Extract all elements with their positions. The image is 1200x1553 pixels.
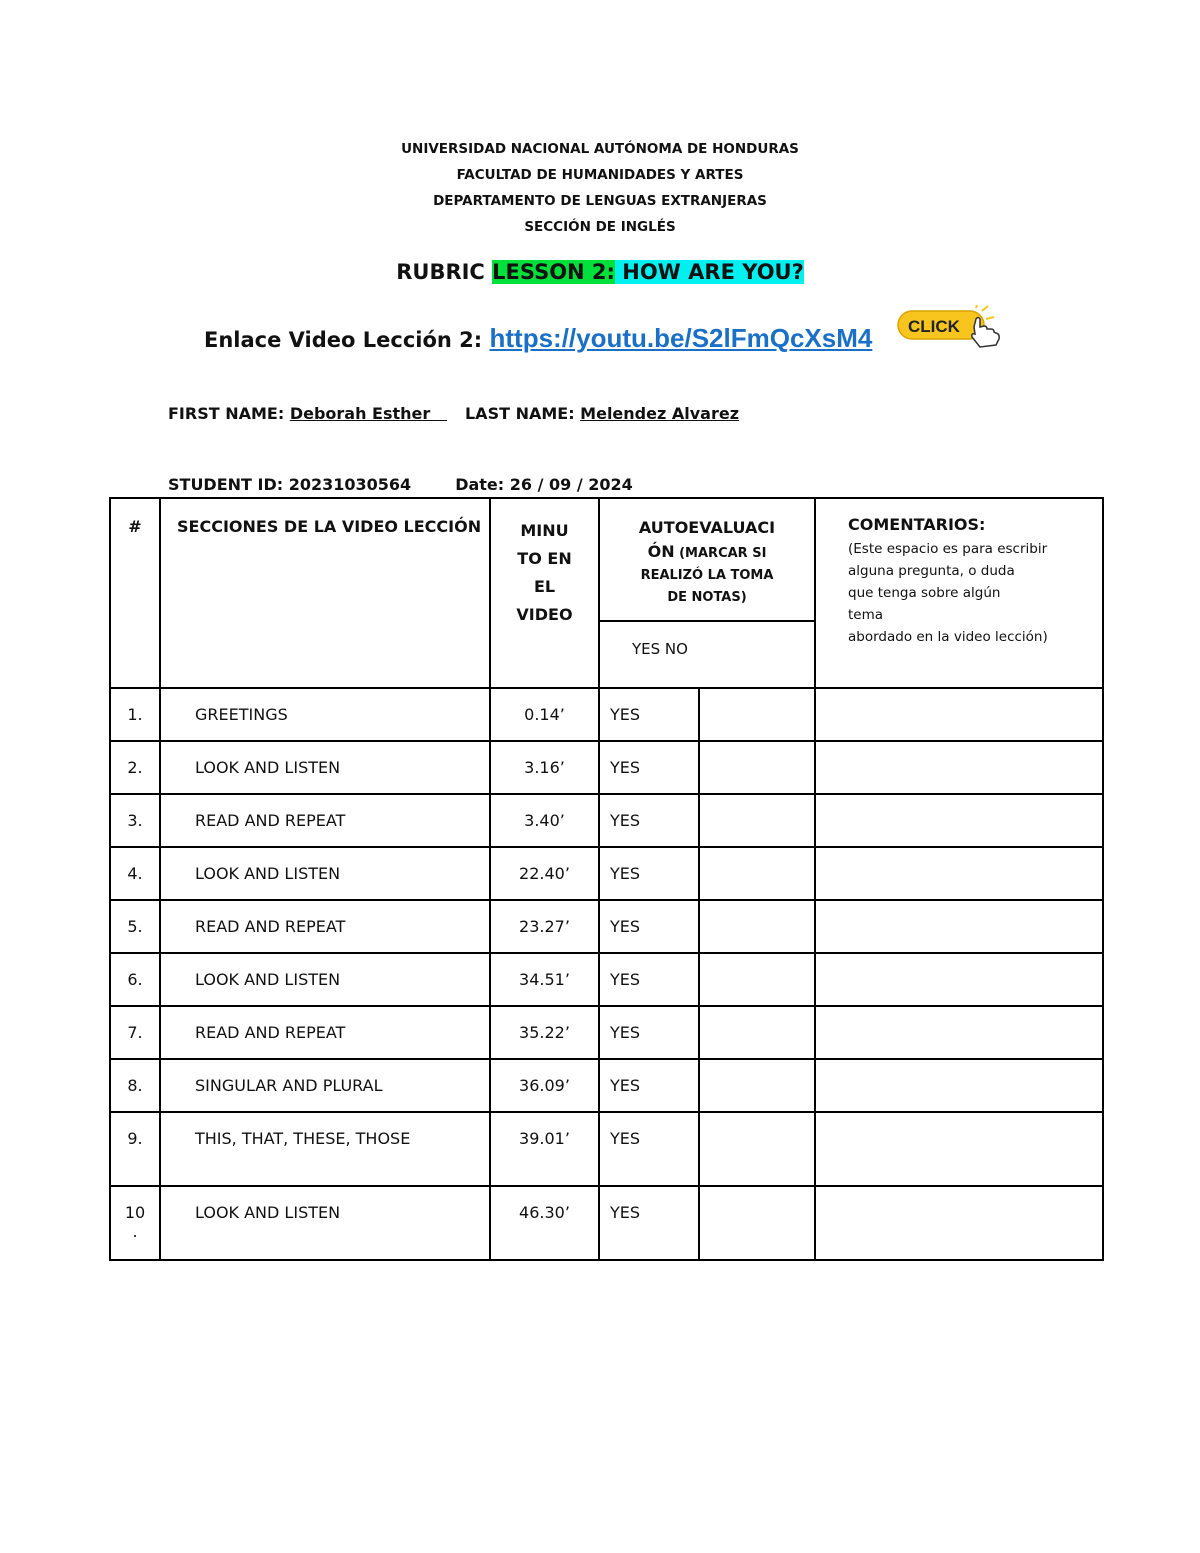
rubric-table xyxy=(109,497,1104,1261)
header-minute-line: TO EN xyxy=(517,549,572,568)
row-yes: YES xyxy=(599,1006,699,1059)
table-row xyxy=(110,900,1103,953)
header-yes-no: YES NO xyxy=(599,621,815,688)
row-yes: YES xyxy=(599,794,699,847)
university-name: UNIVERSIDAD NACIONAL AUTÓNOMA DE HONDURAS xyxy=(401,141,799,157)
row-minute: 23.27’ xyxy=(490,900,599,953)
id-line xyxy=(168,475,633,494)
row-comment[interactable] xyxy=(815,900,1103,953)
row-section: THIS, THAT, THESE, THOSE xyxy=(160,1112,490,1186)
table-row xyxy=(110,794,1103,847)
first-name-value: Deborah Esther xyxy=(289,404,447,423)
table-row xyxy=(110,953,1103,1006)
row-section: READ AND REPEAT xyxy=(160,900,490,953)
header-comments-note: que tenga sobre algún xyxy=(848,585,1001,601)
row-yes: YES xyxy=(599,847,699,900)
header-self-eval-line: AUTOEVALUACI xyxy=(638,518,776,537)
header-sections: SECCIONES DE LA VIDEO LECCIÓN xyxy=(160,498,490,688)
row-minute: 22.40’ xyxy=(490,847,599,900)
header-comments-note: abordado en la video lección) xyxy=(848,629,1048,645)
row-minute: 35.22’ xyxy=(490,1006,599,1059)
click-badge-text: CLICK xyxy=(908,317,960,336)
header-comments-note: alguna pregunta, o duda xyxy=(848,563,1015,579)
last-name-label: LAST NAME: xyxy=(464,404,581,423)
row-minute: 3.40’ xyxy=(490,794,599,847)
row-yes: YES xyxy=(599,688,699,741)
date-value: 26 / 09 / 2024 xyxy=(509,475,633,494)
row-comment[interactable] xyxy=(815,741,1103,794)
row-no[interactable] xyxy=(699,741,815,794)
header-self-eval-line: ÓN xyxy=(647,542,675,561)
header-self-evaluation xyxy=(599,498,815,621)
video-link[interactable]: https://youtu.be/S2lFmQcXsM4 xyxy=(489,323,873,353)
row-section: LOOK AND LISTEN xyxy=(160,1186,490,1260)
row-section: SINGULAR AND PLURAL xyxy=(160,1059,490,1112)
header-minute-line: MINU xyxy=(520,521,569,540)
header-minute xyxy=(490,498,599,688)
header-minute-line: EL xyxy=(533,577,556,596)
row-no[interactable] xyxy=(699,1059,815,1112)
student-id-label: STUDENT ID: xyxy=(168,475,289,494)
row-yes: YES xyxy=(599,953,699,1006)
header-comments xyxy=(815,498,1103,688)
row-number: 9. xyxy=(110,1112,160,1186)
header-comments-title: COMENTARIOS: xyxy=(848,515,986,534)
row-minute: 46.30’ xyxy=(490,1186,599,1260)
row-yes: YES xyxy=(599,1186,699,1260)
row-number: 3. xyxy=(110,794,160,847)
row-yes: YES xyxy=(599,1059,699,1112)
first-name-label: FIRST NAME: xyxy=(168,404,290,423)
row-section: GREETINGS xyxy=(160,688,490,741)
row-no[interactable] xyxy=(699,688,815,741)
row-number: 7. xyxy=(110,1006,160,1059)
row-no[interactable] xyxy=(699,953,815,1006)
row-no[interactable] xyxy=(699,794,815,847)
row-yes: YES xyxy=(599,1112,699,1186)
row-yes: YES xyxy=(599,741,699,794)
row-yes: YES xyxy=(599,900,699,953)
row-number: 1. xyxy=(110,688,160,741)
row-no[interactable] xyxy=(699,1186,815,1260)
table-row xyxy=(110,1059,1103,1112)
student-id-value: 20231030564 xyxy=(288,475,412,494)
header-minute-line: VIDEO xyxy=(516,605,573,624)
table-row xyxy=(110,1112,1103,1186)
row-number: 6. xyxy=(110,953,160,1006)
row-section: LOOK AND LISTEN xyxy=(160,847,490,900)
department-name: DEPARTAMENTO DE LENGUAS EXTRANJERAS xyxy=(433,193,767,209)
header-comments-note: (Este espacio es para escribir xyxy=(848,541,1048,557)
rubric-word: RUBRIC xyxy=(396,260,493,284)
row-section: LOOK AND LISTEN xyxy=(160,741,490,794)
row-no[interactable] xyxy=(699,1112,815,1186)
video-link-label: Enlace Video Lección 2: xyxy=(204,328,490,352)
row-minute: 0.14’ xyxy=(490,688,599,741)
row-comment[interactable] xyxy=(815,953,1103,1006)
row-number: 5. xyxy=(110,900,160,953)
row-comment[interactable] xyxy=(815,794,1103,847)
hand-pointer-icon xyxy=(896,305,1006,349)
header-self-eval-note: DE NOTAS) xyxy=(667,590,747,605)
row-number-value: 10 xyxy=(124,1203,146,1222)
faculty-name: FACULTAD DE HUMANIDADES Y ARTES xyxy=(456,167,744,183)
row-no[interactable] xyxy=(699,900,815,953)
row-comment[interactable] xyxy=(815,688,1103,741)
row-number xyxy=(110,1186,160,1260)
row-minute: 36.09’ xyxy=(490,1059,599,1112)
header-comments-note: tema xyxy=(848,607,884,623)
row-comment[interactable] xyxy=(815,1112,1103,1186)
section-name: SECCIÓN DE INGLÉS xyxy=(524,219,676,235)
row-number: 4. xyxy=(110,847,160,900)
row-number: 2. xyxy=(110,741,160,794)
row-no[interactable] xyxy=(699,1006,815,1059)
last-name-value: Melendez Alvarez xyxy=(580,404,740,423)
header-self-eval-note: REALIZÓ LA TOMA xyxy=(640,568,774,583)
date-label: Date: xyxy=(455,475,510,494)
rubric-title xyxy=(0,260,1200,284)
row-minute: 34.51’ xyxy=(490,953,599,1006)
table-row xyxy=(110,688,1103,741)
table-row xyxy=(110,847,1103,900)
header-self-eval-note: (MARCAR SI xyxy=(674,546,767,561)
row-comment[interactable] xyxy=(815,1059,1103,1112)
row-comment[interactable] xyxy=(815,1186,1103,1260)
row-minute: 3.16’ xyxy=(490,741,599,794)
video-link-line xyxy=(204,323,872,354)
lesson-topic: HOW ARE YOU? xyxy=(614,260,804,284)
row-minute: 39.01’ xyxy=(490,1112,599,1186)
table-row xyxy=(110,1186,1103,1260)
row-comment[interactable] xyxy=(815,1006,1103,1059)
row-section: READ AND REPEAT xyxy=(160,794,490,847)
row-number: 8. xyxy=(110,1059,160,1112)
header-number: # xyxy=(110,498,160,688)
row-section: LOOK AND LISTEN xyxy=(160,953,490,1006)
row-number-suffix: . xyxy=(132,1222,138,1241)
click-badge[interactable] xyxy=(896,305,1006,349)
table-row xyxy=(110,741,1103,794)
table-row xyxy=(110,1006,1103,1059)
row-section: READ AND REPEAT xyxy=(160,1006,490,1059)
row-comment[interactable] xyxy=(815,847,1103,900)
row-no[interactable] xyxy=(699,847,815,900)
lesson-label: LESSON 2: xyxy=(492,260,615,284)
name-line xyxy=(168,404,739,423)
